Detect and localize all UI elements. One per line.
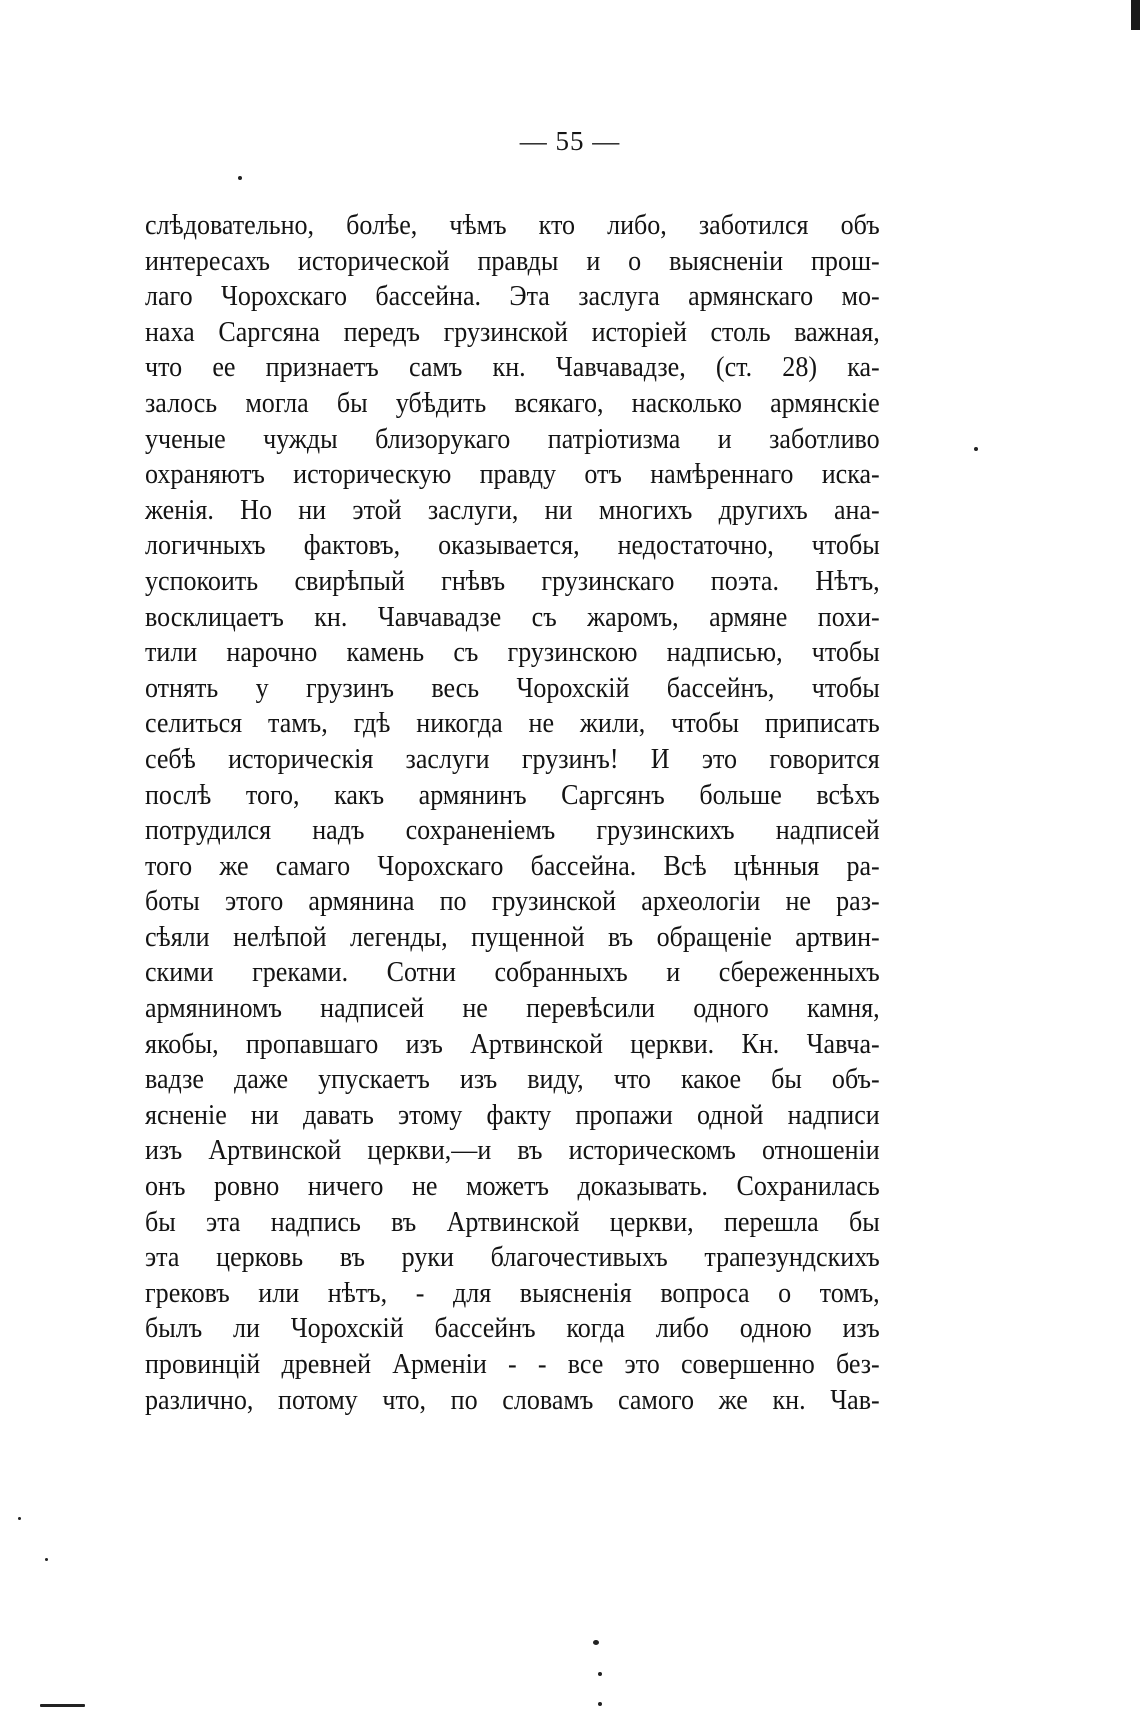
scan-speck <box>238 176 242 180</box>
text-line: бы эта надпись въ Артвинской церкви, перешла бы <box>145 1206 880 1238</box>
text-line: грековъ или нѣтъ, - для выясненія вопроса о томъ, <box>145 1277 880 1309</box>
scan-speck <box>598 1672 602 1676</box>
text-line: лаго Чорохскаго бассейна. Эта заслуга армянскаго мо- <box>145 281 880 313</box>
text-line: логичныхъ фактовъ, оказывается, недостаточно, чтобы <box>145 530 880 562</box>
text-line: женія. Но ни этой заслуги, ни многихъ другихъ ана- <box>145 494 880 526</box>
page-number: — 55 — <box>519 126 621 156</box>
text-line: ясненіе ни давать этому факту пропажи одной надписи <box>145 1099 880 1131</box>
scan-speck <box>598 1702 602 1706</box>
text-line: эта церковь въ руки благочестивыхъ трапезундскихъ <box>145 1242 880 1274</box>
text-line: сѣяли нелѣпой легенды, пущенной въ обращеніе артвин- <box>145 921 880 953</box>
scan-edge-mark <box>1131 0 1140 30</box>
text-line: провинцій древней Арменіи - - все это совершенно без- <box>145 1349 880 1380</box>
text-line: вадзе даже упускаетъ изъ виду, что какое бы объ- <box>145 1064 880 1096</box>
body-text <box>145 208 880 1418</box>
text-line: слѣдовательно, болѣе, чѣмъ кто либо, заботился объ <box>145 210 880 241</box>
text-line: различно, потому что, по словамъ самого же кн. Чав- <box>145 1384 880 1416</box>
text-line: что ее признаетъ самъ кн. Чавчавадзе, (ст. 28) ка- <box>145 352 880 384</box>
text-line: себѣ историческія заслуги грузинъ! И это говорится <box>145 743 880 775</box>
text-line: наха Саргсяна передъ грузинской исторіей столь важная, <box>145 316 880 348</box>
scan-speck <box>40 1704 85 1707</box>
text-line: отнять у грузинъ весь Чорохскій бассейнъ, чтобы <box>145 672 880 704</box>
text-line: боты этого армянина по грузинской археологіи не раз- <box>145 886 880 918</box>
text-line: изъ Артвинской церкви,—и въ историческомъ отношеніи <box>145 1135 880 1167</box>
text-line: былъ ли Чорохскій бассейнъ когда либо одною изъ <box>145 1313 880 1345</box>
scan-speck <box>974 447 978 451</box>
text-line: послѣ того, какъ армянинъ Саргсянъ больше всѣхъ <box>145 779 880 811</box>
text-line: охраняютъ историческую правду отъ намѣреннаго иска- <box>145 459 880 491</box>
text-line: успокоить свирѣпый гнѣвъ грузинскаго поэта. Нѣтъ, <box>145 565 880 597</box>
text-line: ученые чужды близорукаго патріотизма и заботливо <box>145 423 880 455</box>
text-line: тили нарочно камень съ грузинскою надписью, чтобы <box>145 637 880 669</box>
text-line: того же самаго Чорохскаго бассейна. Всѣ цѣнныя ра- <box>145 850 880 882</box>
text-line: залось могла бы убѣдить всякаго, насколько армянскіе <box>145 387 880 419</box>
text-line: восклицаетъ кн. Чавчавадзе съ жаромъ, армяне похи- <box>145 601 880 633</box>
text-line: онъ ровно ничего не можетъ доказывать. Сохранилась <box>145 1171 880 1203</box>
scan-speck <box>45 1558 48 1561</box>
text-line: якобы, пропавшаго изъ Артвинской церкви. Кн. Чавча- <box>145 1028 880 1060</box>
text-line: интересахъ исторической правды и о выясненіи прош- <box>145 245 880 277</box>
scan-speck <box>593 1640 599 1645</box>
text-line: потрудился надъ сохраненіемъ грузинскихъ надписей <box>145 815 880 847</box>
scan-speck <box>18 1517 21 1520</box>
text-line: армяниномъ надписей не перевѣсили одного камня, <box>145 993 880 1025</box>
text-line: скими греками. Сотни собранныхъ и сбереженныхъ <box>145 957 880 989</box>
text-line: селиться тамъ, гдѣ никогда не жили, чтобы приписать <box>145 708 880 740</box>
